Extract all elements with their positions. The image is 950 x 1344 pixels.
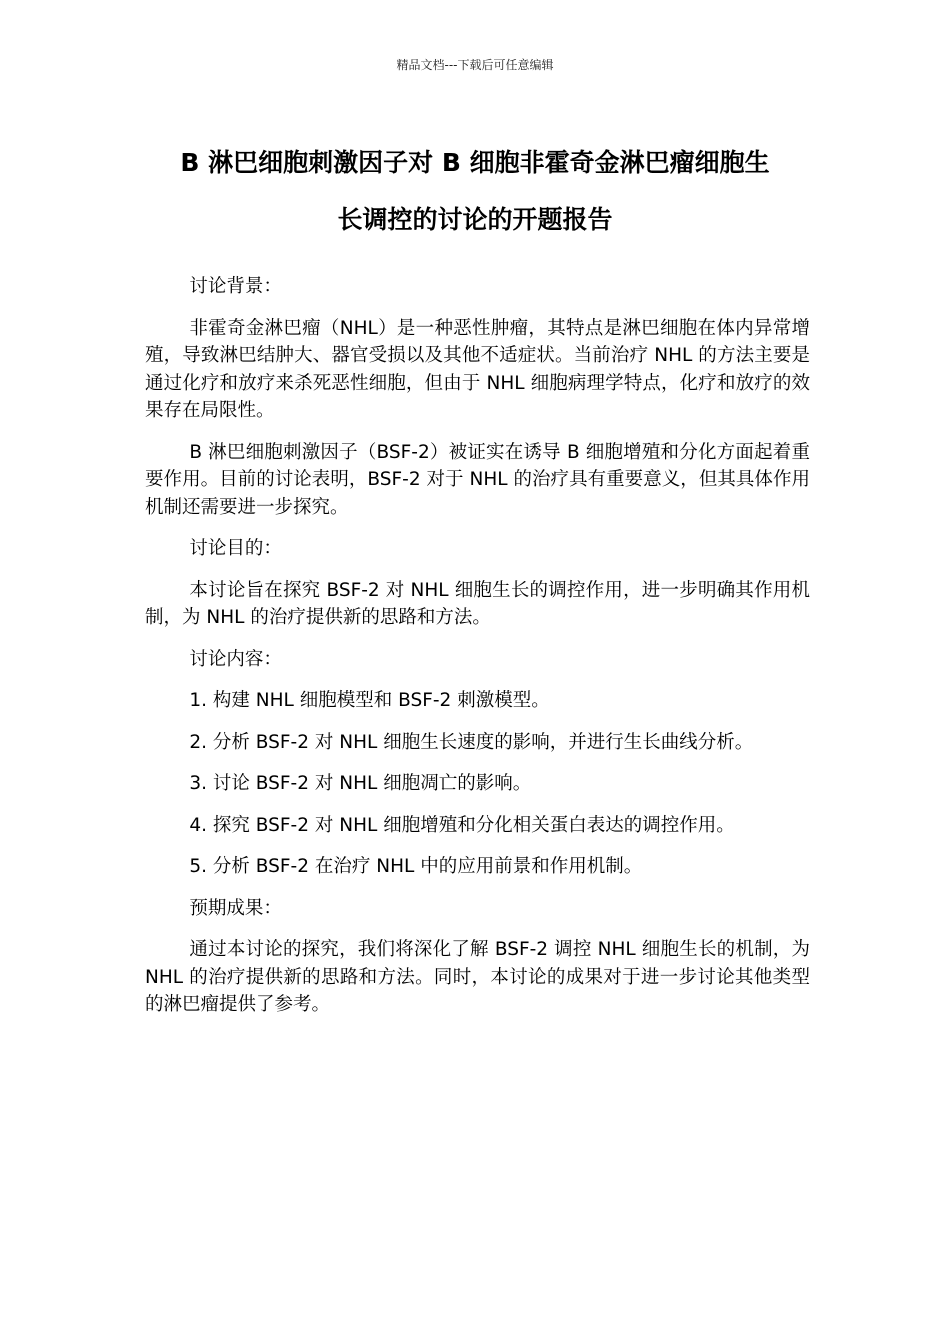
page-header: 精品文档---下载后可任意编辑 (396, 58, 554, 72)
section-heading-results: 预期成果： (189, 897, 282, 919)
paragraph-purpose: 本讨论旨在探究 BSF-2 对 NHL 细胞生长的调控作用，进一步明确其作用机制，为 NHL 的治疗提供新的思路和方法。 (145, 579, 810, 628)
content-item-2: 2. 分析 BSF-2 对 NHL 细胞生长速度的影响，并进行生长曲线分析。 (189, 731, 754, 753)
content-item-3: 3. 讨论 BSF-2 对 NHL 细胞凋亡的影响。 (189, 773, 532, 794)
section-heading-purpose: 讨论目的： (189, 538, 282, 559)
paragraph-results: 通过本讨论的探究，我们将深化了解 BSF-2 调控 NHL 细胞生长的机制，为 NHL 的治疗提供新的思路和方法。同时，本讨论的成果对于进一步讨论其他类型的淋巴瘤提供了参考。 (145, 939, 810, 1015)
paragraph-background-1: 非霍奇金淋巴瘤（NHL）是一种恶性肿瘤，其特点是淋巴细胞在体内异常增殖，导致淋巴结肿大、器官受损以及其他不适症状。当前治疗 NHL 的方法主要是通过化疗和放疗来杀死恶性细胞，但由于 NHL 细胞病理学特点，化疗和放疗的效果存在局限性。 (145, 317, 810, 421)
content-item-4: 4. 探究 BSF-2 对 NHL 细胞增殖和分化相关蛋白表达的调控作用。 (189, 814, 735, 836)
paragraph-background-2: B 淋巴细胞刺激因子（BSF-2）被证实在诱导 B 细胞增殖和分化方面起着重要作用。目前的讨论表明，BSF-2 对于 NHL 的治疗具有重要意义，但其具体作用机制还需要进一步探究。 (145, 441, 810, 518)
section-heading-content: 讨论内容： (189, 648, 282, 670)
section-heading-background: 讨论背景： (189, 276, 282, 297)
document-body (145, 273, 810, 1033)
content-item-5: 5. 分析 BSF-2 在治疗 NHL 中的应用前景和作用机制。 (189, 856, 643, 877)
title-line-1: B 淋巴细胞刺激因子对 B 细胞非霍奇金淋巴瘤细胞生 (180, 148, 770, 177)
content-item-1: 1. 构建 NHL 细胞模型和 BSF-2 刺激模型。 (189, 690, 550, 711)
document-title (120, 134, 830, 248)
title-line-2: 长调控的讨论的开题报告 (337, 205, 613, 234)
